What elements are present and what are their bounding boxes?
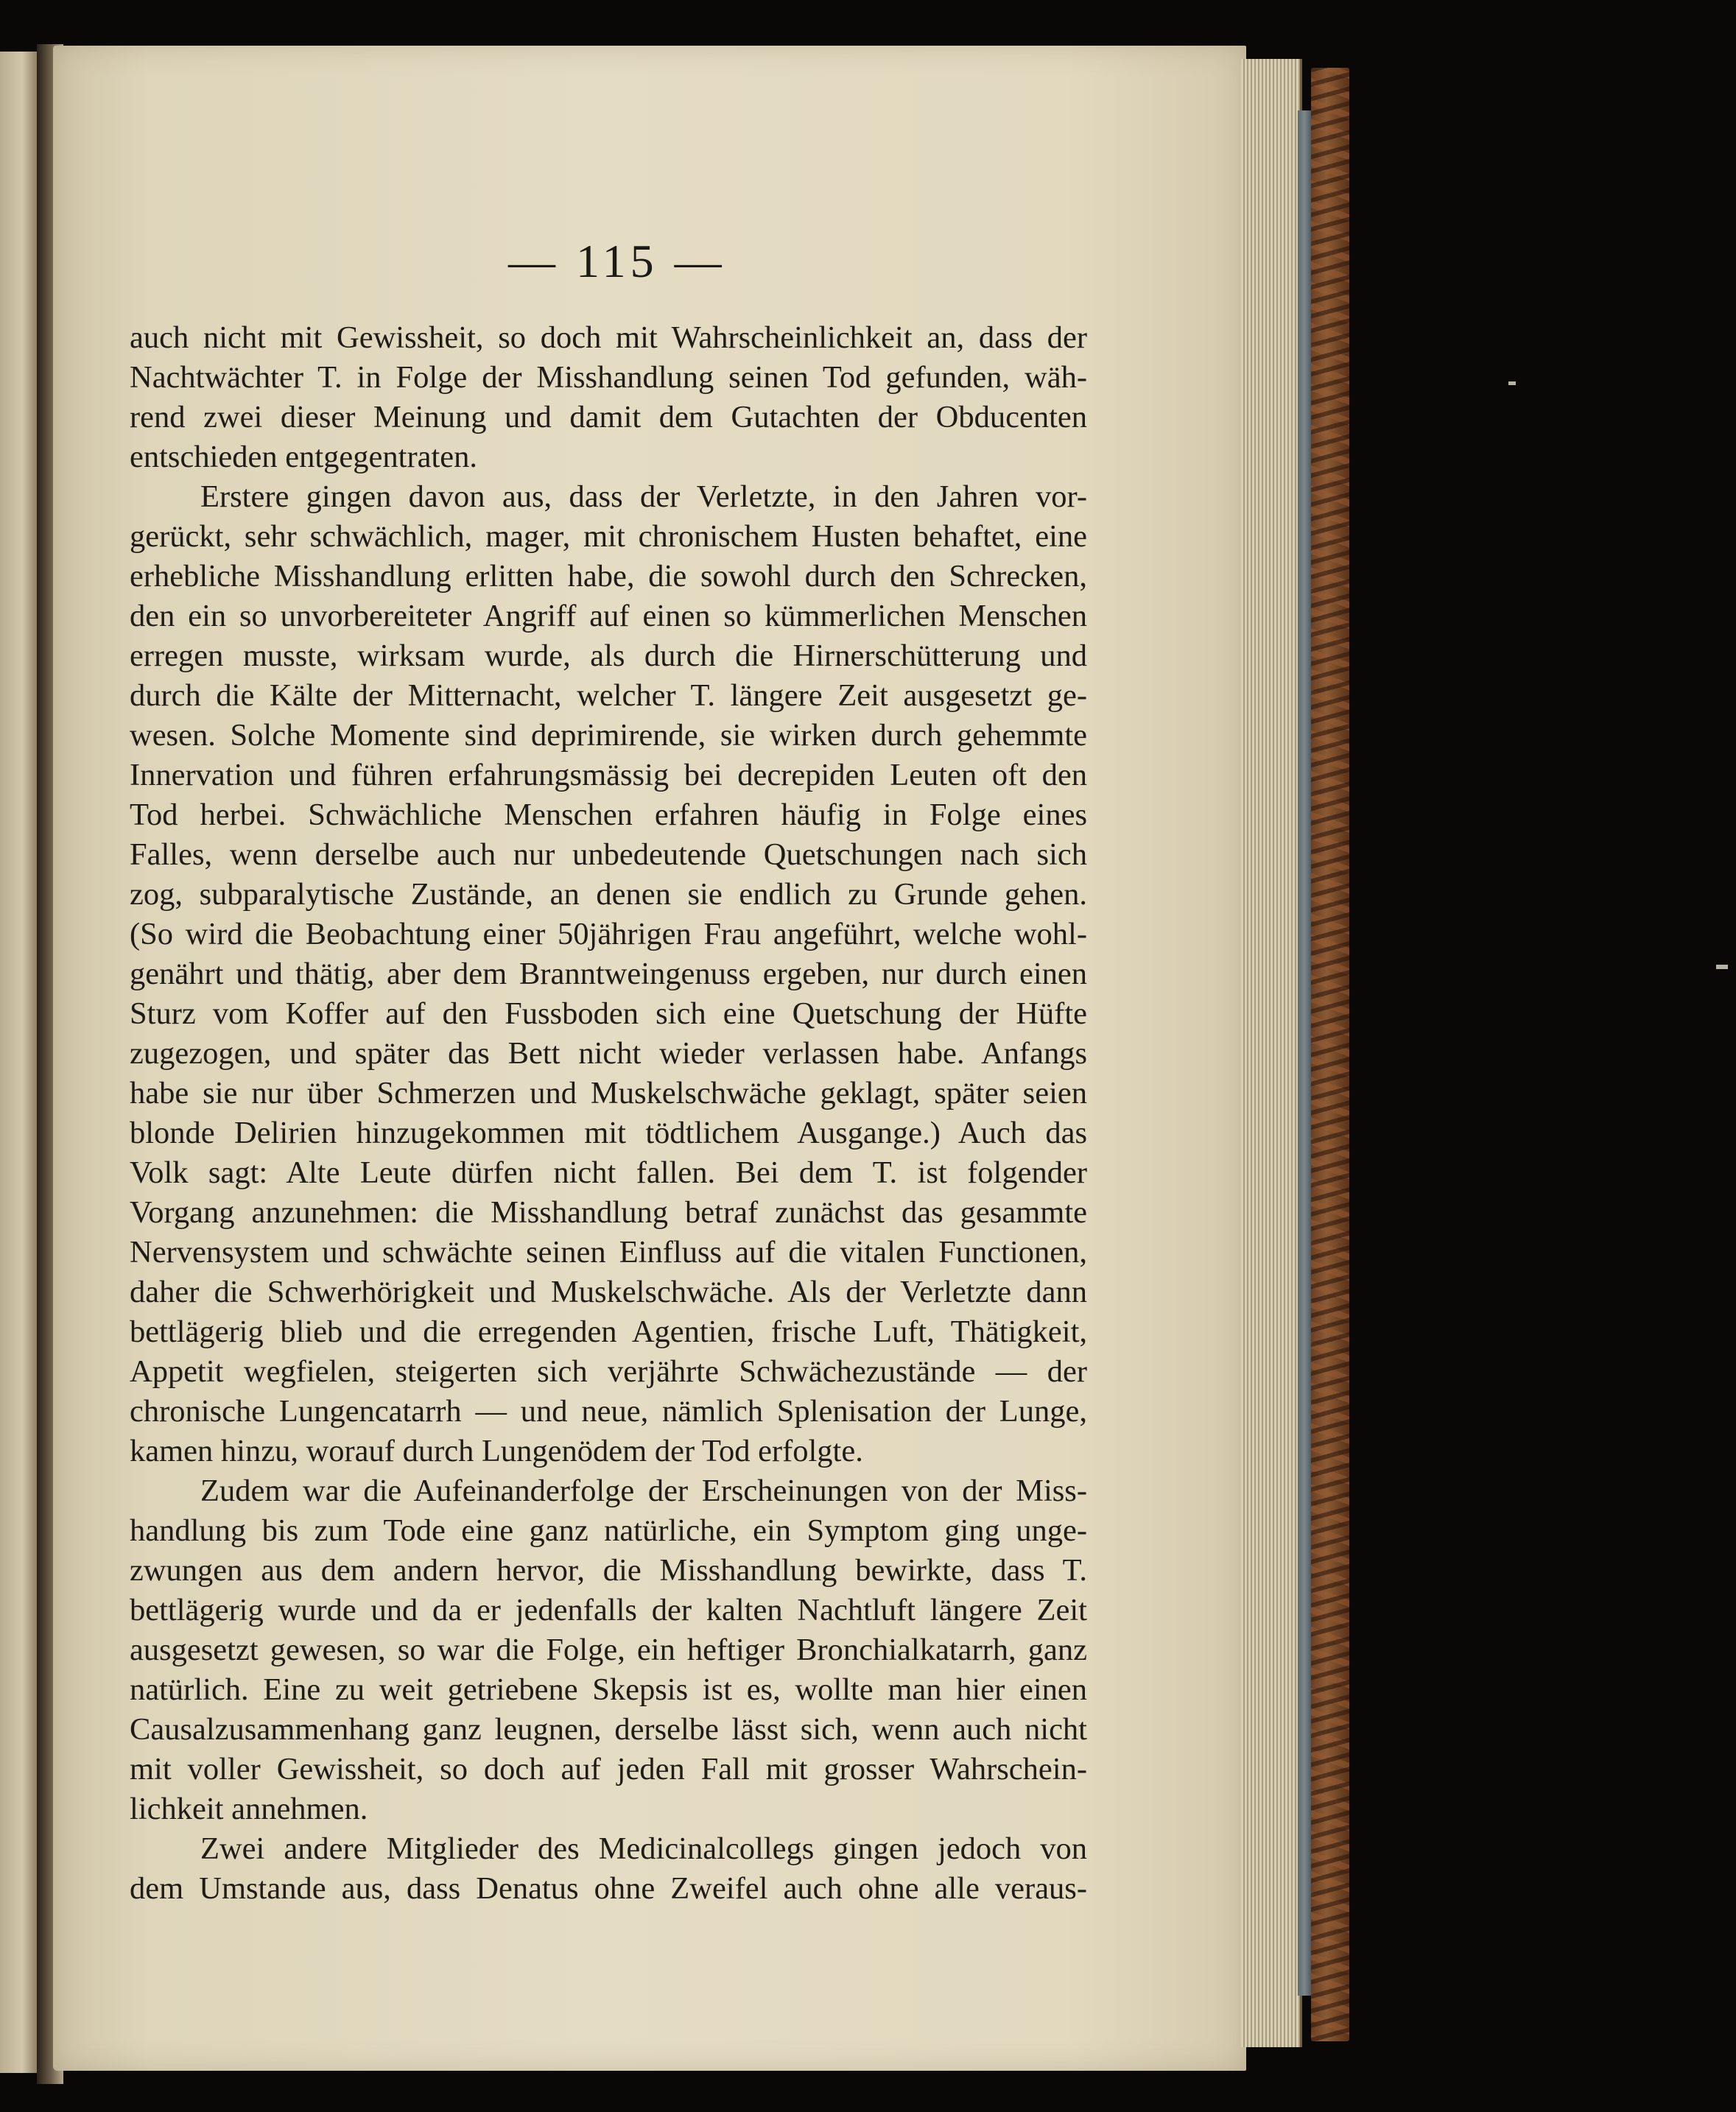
text-line: zugezogen, und später das Bett nicht wieder verlassen habe. Anfangs <box>130 1036 1087 1071</box>
text-line: gerückt, sehr schwächlich, mager, mit chronischem Husten behaftet, eine <box>130 519 1087 554</box>
text-line: wesen. Solche Momente sind deprimirende, sie wirken durch gehemmte <box>130 718 1087 753</box>
text-line: Falles, wenn derselbe auch nur unbedeutende Quetschungen nach sich <box>130 837 1087 872</box>
text-line: dem Umstande aus, dass Denatus ohne Zweifel auch ohne alle veraus- <box>130 1871 1087 1906</box>
text-line: Innervation und führen erfahrungsmässig bei decrepiden Leuten oft den <box>130 758 1087 792</box>
text-line: chronische Lungencatarrh — und neue, nämlich Splenisation der Lunge, <box>130 1394 1087 1429</box>
text-line: natürlich. Eine zu weit getriebene Skepsis ist es, wollte man hier einen <box>130 1672 1087 1707</box>
text-line: bettlägerig wurde und da er jedenfalls der kalten Nachtluft längere Zeit <box>130 1593 1087 1627</box>
dust-speck <box>1508 381 1516 385</box>
text-line: handlung bis zum Tode eine ganz natürliche, ein Symptom ging unge- <box>130 1513 1087 1548</box>
text-line: Zudem war die Aufeinanderfolge der Erscheinungen von der Miss- <box>200 1474 1087 1508</box>
stacked-page-edges <box>1241 59 1302 2047</box>
text-line: lichkeit annehmen. <box>130 1792 368 1826</box>
text-line: entschieden entgegentraten. <box>130 440 478 474</box>
page-number: — 115 — <box>508 235 726 287</box>
text-line: Sturz vom Koffer auf den Fussboden sich eine Quetschung der Hüfte <box>130 996 1087 1031</box>
text-line: genährt und thätig, aber dem Branntweingenuss ergeben, nur durch einen <box>130 957 1087 991</box>
text-line: Vorgang anzunehmen: die Misshandlung betraf zunächst das gesammte <box>130 1195 1087 1230</box>
text-line: Nachtwächter T. in Folge der Misshandlung seinen Tod gefunden, wäh- <box>130 360 1087 395</box>
text-line: Appetit wegfielen, steigerten sich verjährte Schwächezustände — der <box>130 1354 1087 1389</box>
previous-page-edge <box>0 52 37 2073</box>
text-line: rend zwei dieser Meinung und damit dem Gutachten der Obducenten <box>130 400 1087 434</box>
text-line: Causalzusammenhang ganz leugnen, derselbe lässt sich, wenn auch nicht <box>130 1712 1087 1747</box>
text-line: bettlägerig blieb und die erregenden Agentien, frische Luft, Thätigkeit, <box>130 1314 1087 1349</box>
text-line: ausgesetzt gewesen, so war die Folge, ein heftiger Bronchialkatarrh, ganz <box>130 1633 1087 1667</box>
text-line: durch die Kälte der Mitternacht, welcher T. längere Zeit ausgesetzt ge- <box>130 678 1087 713</box>
dust-speck <box>1716 965 1728 969</box>
text-line: Erstere gingen davon aus, dass der Verletzte, in den Jahren vor- <box>200 479 1087 514</box>
text-line: zog, subparalytische Zustände, an denen sie endlich zu Grunde gehen. <box>130 877 1087 912</box>
text-line: habe sie nur über Schmerzen und Muskelschwäche geklagt, später seien <box>130 1076 1087 1110</box>
text-line: erregen musste, wirksam wurde, als durch die Hirnerschütterung und <box>130 638 1087 673</box>
text-line: auch nicht mit Gewissheit, so doch mit Wahrscheinlichkeit an, dass der <box>130 320 1087 355</box>
text-line: Tod herbei. Schwächliche Menschen erfahren häufig in Folge eines <box>130 798 1087 832</box>
text-line: Nervensystem und schwächte seinen Einfluss auf die vitalen Functionen, <box>130 1235 1087 1270</box>
text-line: kamen hinzu, worauf durch Lungenödem der Tod erfolgte. <box>130 1434 863 1468</box>
text-line: blonde Delirien hinzugekommen mit tödtlichem Ausgange.) Auch das <box>130 1116 1087 1150</box>
text-line: Zwei andere Mitglieder des Medicinalcollegs gingen jedoch von <box>200 1831 1087 1866</box>
text-line: den ein so unvorbereiteter Angriff auf einen so kümmerlichen Menschen <box>130 599 1087 633</box>
text-body <box>130 318 1087 1909</box>
text-line: zwungen aus dem andern hervor, die Misshandlung bewirkte, dass T. <box>130 1553 1087 1588</box>
text-line: Volk sagt: Alte Leute dürfen nicht fallen. Bei dem T. ist folgender <box>130 1155 1087 1190</box>
marbled-binding <box>1311 68 1349 2041</box>
page-edge-shadow <box>1298 110 1311 1996</box>
text-line: (So wird die Beobachtung einer 50jährigen Frau angeführt, welche wohl- <box>130 917 1087 951</box>
text-line: mit voller Gewissheit, so doch auf jeden Fall mit grosser Wahrschein- <box>130 1752 1087 1787</box>
text-line: erhebliche Misshandlung erlitten habe, die sowohl durch den Schrecken, <box>130 559 1087 594</box>
text-line: daher die Schwerhörigkeit und Muskelschwäche. Als der Verletzte dann <box>130 1275 1087 1309</box>
